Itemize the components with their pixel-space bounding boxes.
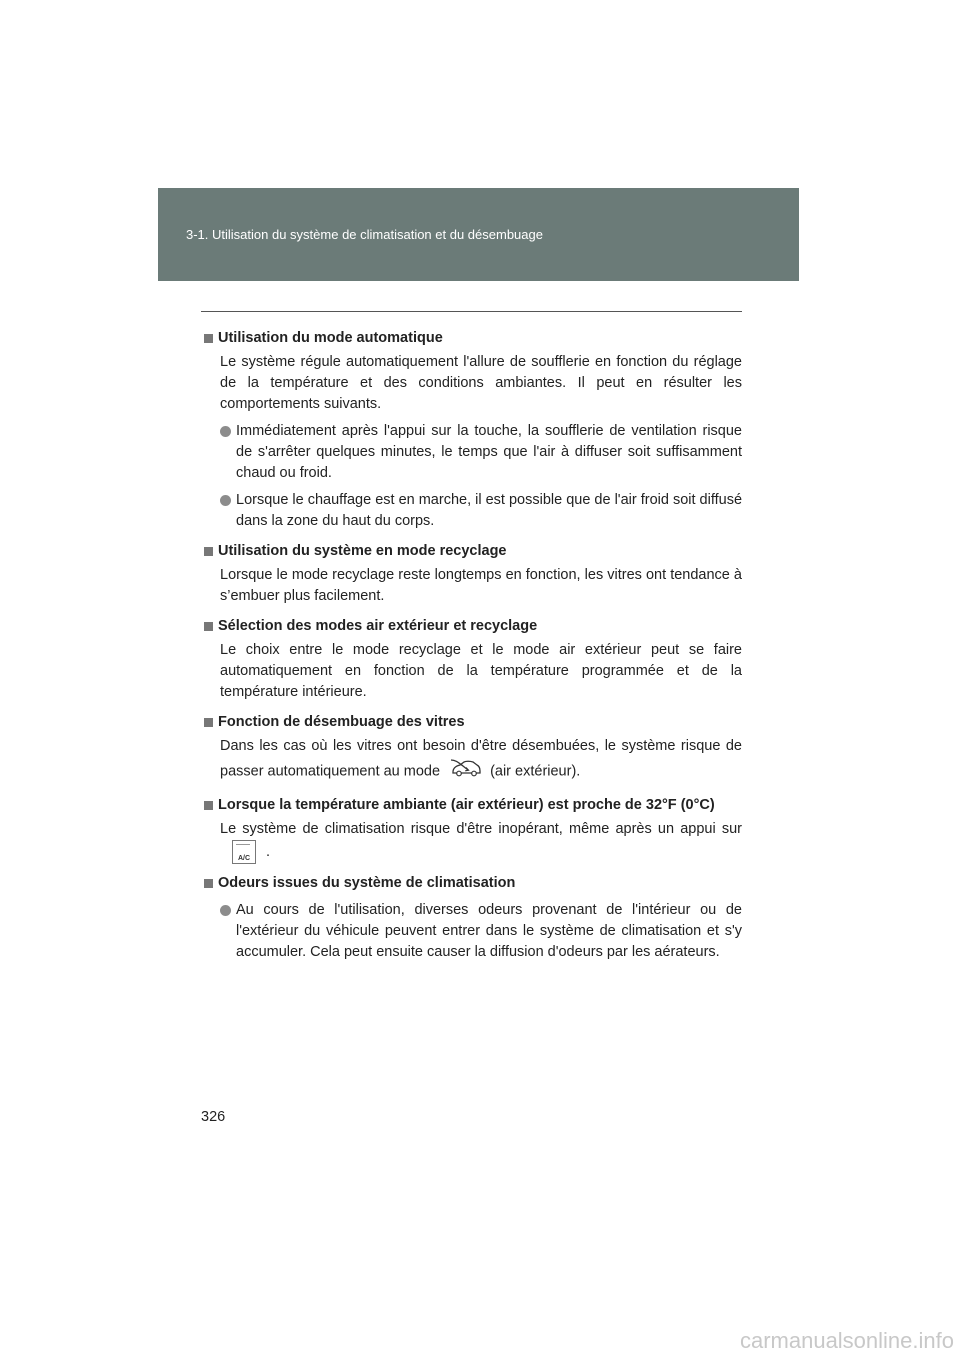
section-title: Utilisation du mode automatique <box>201 328 742 349</box>
section-cold-temperature <box>201 795 742 864</box>
square-bullet-icon <box>204 801 213 810</box>
square-bullet-icon <box>204 879 213 888</box>
top-divider <box>201 311 742 312</box>
round-bullet-icon <box>220 495 231 506</box>
list-item: Lorsque le chauffage est en marche, il est possible que de l'air froid soit diffusé dans la zone du haut du corps. <box>220 490 742 532</box>
section-title: Lorsque la température ambiante (air extérieur) est proche de 32°F (0°C) <box>201 795 742 816</box>
list-item: Au cours de l'utilisation, diverses odeurs provenant de l'intérieur ou de l'extérieur du véhicule peuvent entrer dans le système de climatisation et s'y accumuler. Cela peut ensuite causer la diffusion d'odeurs par les aérateurs. <box>220 900 742 963</box>
section-defog <box>201 712 742 786</box>
page-content <box>201 328 742 972</box>
section-title: Odeurs issues du système de climatisation <box>201 873 742 894</box>
round-bullet-icon <box>220 426 231 437</box>
section-title: Sélection des modes air extérieur et recyclage <box>201 616 742 637</box>
page-number: 326 <box>201 1109 226 1125</box>
watermark: carmanualsonline.info <box>739 1328 954 1353</box>
square-bullet-icon <box>204 622 213 631</box>
section-title: Fonction de désembuage des vitres <box>201 712 742 733</box>
section-header-band <box>158 188 799 281</box>
round-bullet-icon <box>220 905 231 916</box>
section-title: Utilisation du système en mode recyclage <box>201 541 742 562</box>
section-auto-mode <box>201 328 742 532</box>
square-bullet-icon <box>204 547 213 556</box>
section-text: Dans les cas où les vitres ont besoin d'être désembuées, le système risque de passer automatiquement au mode (air extérieur). <box>220 736 742 786</box>
section-air-mode-selection <box>201 616 742 703</box>
outside-air-mode-icon <box>450 757 482 786</box>
section-text: Le choix entre le mode recyclage et le mode air extérieur peut se faire automatiquement en fonction de la température programmée et de la température intérieure. <box>220 642 742 700</box>
square-bullet-icon <box>204 334 213 343</box>
list-item: Immédiatement après l'appui sur la touche, la soufflerie de ventilation risque de s'arrêter quelques minutes, le temps que l'air à diffuser soit suffisamment chaud ou froid. <box>220 421 742 484</box>
section-text: Le système de climatisation risque d'être inopérant, même après un appui sur A/C . <box>220 821 742 862</box>
ac-button-icon: A/C <box>232 840 256 864</box>
section-recirculation <box>201 541 742 607</box>
section-header-title: 3-1. Utilisation du système de climatisation et du désembuage <box>186 227 543 242</box>
section-odors <box>201 873 742 963</box>
square-bullet-icon <box>204 718 213 727</box>
section-text: Lorsque le mode recyclage reste longtemps en fonction, les vitres ont tendance à s’embuer plus facilement. <box>220 567 742 604</box>
section-text: Le système régule automatiquement l'allure de soufflerie en fonction du réglage de la température et des conditions ambiantes. Il peut en résulter les comportements suivants. <box>220 354 742 412</box>
